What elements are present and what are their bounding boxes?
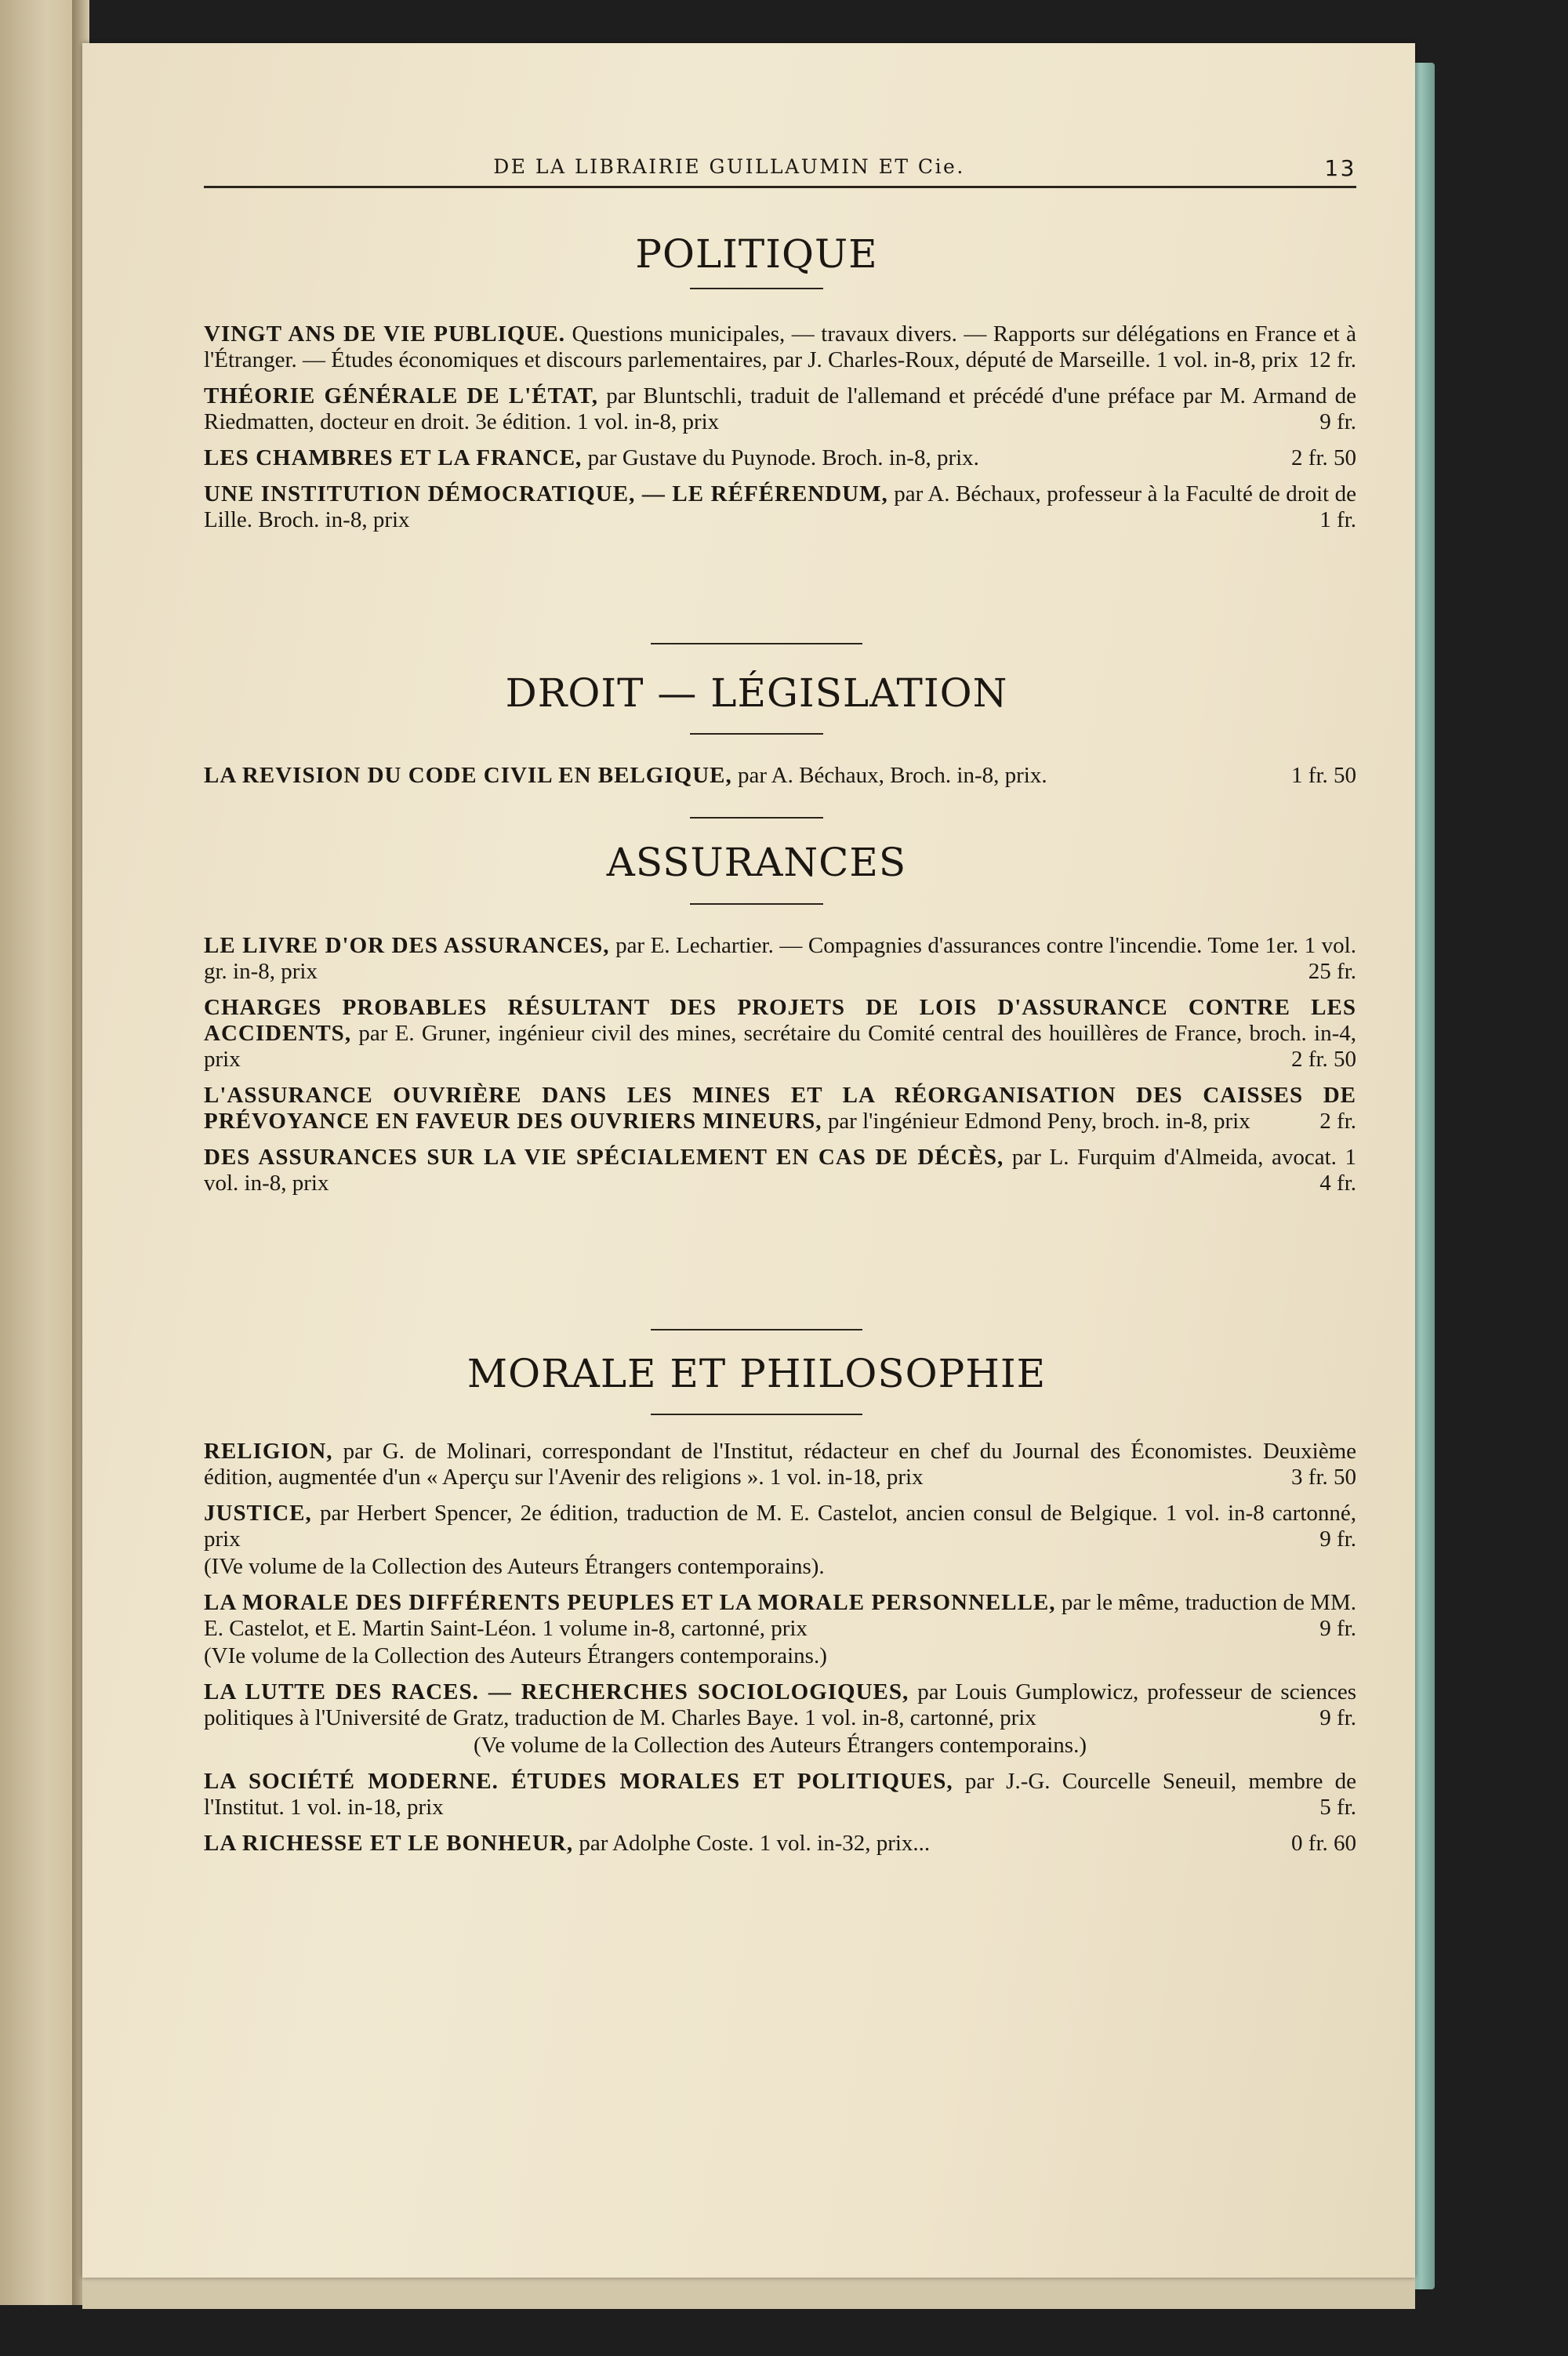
section-rule — [204, 903, 1309, 905]
book-page — [82, 43, 1415, 2278]
entry-text: par le même, traduction de MM. E. Castelot, et E. Martin Saint-Léon. 1 volume in-8, cartonné, prix — [204, 1590, 1356, 1641]
entry-text: par Bluntschli, traduit de l'allemand et précédé d'une préface par M. Armand de Riedmatten, docteur en droit. 3e édition. 1 vol. in-8, prix — [204, 383, 1357, 434]
catalog-entry — [204, 445, 1356, 471]
entry-heading: CHARGES PROBABLES RÉSULTANT DES PROJETS DE LOIS D'ASSURANCE CONTRE LES ACCIDENTS, — [204, 995, 1356, 1046]
entry-text: par l'ingénieur Edmond Peny, broch. in-8, prix — [827, 1109, 1250, 1134]
entry-text: par G. de Molinari, correspondant de l'Institut, rédacteur en chef du Journal des Économistes. Deuxième édition, augmentée d'un « Aperçu sur l'Avenir des religions ». 1 vol. in-18, prix — [204, 1439, 1356, 1490]
catalog-entry — [204, 933, 1356, 985]
section-droit-entries — [204, 763, 1356, 799]
entry-text: par Herbert Spencer, 2e édition, traduction de M. E. Castelot, ancien consul de Belgique. 1 vol. in-8 cartonné, prix — [204, 1501, 1356, 1552]
section-separator — [204, 817, 1309, 819]
entry-price: 4 fr. — [1319, 1171, 1356, 1196]
catalog-entry — [204, 1590, 1356, 1669]
entry-heading: JUSTICE, — [204, 1501, 312, 1526]
catalog-entry — [204, 995, 1356, 1073]
section-morale-entries — [204, 1439, 1356, 1867]
section-separator — [204, 643, 1309, 644]
entry-text: par Adolphe Coste. 1 vol. in-32, prix... — [579, 1831, 931, 1856]
entry-price: 5 fr. — [1319, 1795, 1356, 1820]
catalog-entry — [204, 1831, 1356, 1857]
entry-heading: RELIGION, — [204, 1439, 333, 1464]
entry-price: 2 fr. 50 — [1291, 445, 1356, 470]
catalog-entry — [204, 1439, 1356, 1490]
section-assurances-entries — [204, 933, 1356, 1207]
section-rule — [204, 733, 1309, 735]
entry-price: 9 fr. — [1319, 1705, 1356, 1730]
entry-price: 9 fr. — [1319, 1616, 1356, 1641]
catalog-entry — [204, 763, 1356, 789]
catalog-entry — [204, 321, 1356, 373]
catalog-entry — [204, 1679, 1356, 1759]
entry-heading: LA LUTTE DES RACES. — RECHERCHES SOCIOLOGIQUES, — [204, 1679, 909, 1704]
page-bottom-edge — [82, 2278, 1415, 2309]
section-title-assurances: ASSURANCES — [606, 840, 907, 885]
entry-heading: LA REVISION DU CODE CIVIL EN BELGIQUE, — [204, 763, 732, 788]
section-title-droit: DROIT — LÉGISLATION — [505, 670, 1008, 716]
entry-heading: LA SOCIÉTÉ MODERNE. ÉTUDES MORALES ET POLITIQUES, — [204, 1769, 953, 1794]
catalog-entry — [204, 1145, 1356, 1196]
entry-price: 9 fr. — [1319, 409, 1356, 434]
entry-price: 9 fr. — [1319, 1526, 1356, 1552]
entry-text: par E. Lechartier. — Compagnies d'assurances contre l'incendie. Tome 1er. 1 vol. gr. in-8, prix — [204, 933, 1356, 984]
entry-heading: LES CHAMBRES ET LA FRANCE, — [204, 445, 583, 470]
entry-text: par Louis Gumplowicz, professeur de sciences politiques à l'Université de Gratz, traduction de M. Charles Baye. 1 vol. in-8, cartonné, prix — [204, 1679, 1356, 1730]
section-separator — [204, 1329, 1309, 1330]
catalog-entry — [204, 1083, 1356, 1134]
entry-heading: DES ASSURANCES SUR LA VIE SPÉCIALEMENT EN CAS DE DÉCÈS, — [204, 1145, 1004, 1170]
entry-text: par Gustave du Puynode. Broch. in-8, prix. — [587, 445, 979, 470]
entry-text: par A. Béchaux, Broch. in-8, prix. — [737, 763, 1047, 788]
entry-heading: LA RICHESSE ET LE BONHEUR, — [204, 1831, 574, 1856]
entry-heading: L'ASSURANCE OUVRIÈRE DANS LES MINES ET LA RÉORGANISATION DES CAISSES DE PRÉVOYANCE EN FAVEUR DES OUVRIERS MINEURS, — [204, 1083, 1356, 1134]
entry-heading: VINGT ANS DE VIE PUBLIQUE. — [204, 321, 565, 347]
entry-price: 2 fr. — [1319, 1109, 1356, 1134]
entry-text: par A. Béchaux, professeur à la Faculté de droit de Lille. Broch. in-8, prix — [204, 481, 1356, 532]
page-number: 13 — [1324, 155, 1356, 181]
catalog-entry — [204, 1769, 1356, 1821]
entry-price: 1 fr. — [1319, 507, 1356, 532]
running-head — [204, 155, 1356, 187]
entry-note: (IVe volume de la Collection des Auteurs Étrangers contemporains). — [204, 1554, 825, 1579]
entry-heading: THÉORIE GÉNÉRALE DE L'ÉTAT, — [204, 383, 599, 408]
section-rule — [204, 288, 1309, 289]
entry-price: 2 fr. 50 — [1291, 1047, 1356, 1072]
section-title-politique: POLITIQUE — [635, 231, 878, 277]
section-politique-entries — [204, 321, 1356, 543]
catalog-entry — [204, 1501, 1356, 1580]
entry-price: 25 fr. — [1308, 959, 1356, 984]
section-title-morale: MORALE ET PHILOSOPHIE — [466, 1351, 1047, 1396]
entry-text: par L. Furquim d'Almeida, avocat. 1 vol. in-8, prix — [204, 1145, 1357, 1196]
entry-text: par J.-G. Courcelle Seneuil, membre de l'Institut. 1 vol. in-18, prix — [204, 1769, 1357, 1820]
header-rule — [204, 186, 1356, 188]
entry-price: 1 fr. 50 — [1291, 763, 1356, 788]
entry-text: par E. Gruner, ingénieur civil des mines, secrétaire du Comité central des houillères de France, broch. in-4, prix — [204, 1021, 1357, 1072]
entry-heading: LE LIVRE D'OR DES ASSURANCES, — [204, 933, 610, 958]
section-rule — [204, 1414, 1309, 1415]
entry-price: 12 fr. — [1308, 347, 1356, 372]
entry-note: (Ve volume de la Collection des Auteurs Étrangers contemporains.) — [474, 1733, 1087, 1758]
entry-price: 0 fr. 60 — [1291, 1831, 1356, 1856]
entry-text: Questions municipales, — travaux divers. — Rapports sur délégations en France et à l'Étranger. — Études économiques et discours parlementaires, par J. Charles-Roux, député de Marseille. 1 vol. in-8, prix — [204, 321, 1356, 372]
entry-heading: LA MORALE DES DIFFÉRENTS PEUPLES ET LA MORALE PERSONNELLE, — [204, 1590, 1056, 1615]
catalog-entry — [204, 481, 1356, 533]
entry-note: (VIe volume de la Collection des Auteurs Étrangers contemporains.) — [204, 1643, 827, 1668]
entry-price: 3 fr. 50 — [1291, 1465, 1356, 1490]
running-title: DE LA LIBRAIRIE GUILLAUMIN ET Cie. — [493, 155, 965, 178]
entry-heading: UNE INSTITUTION DÉMOCRATIQUE, — LE RÉFÉRENDUM, — [204, 481, 888, 506]
catalog-entry — [204, 383, 1356, 435]
